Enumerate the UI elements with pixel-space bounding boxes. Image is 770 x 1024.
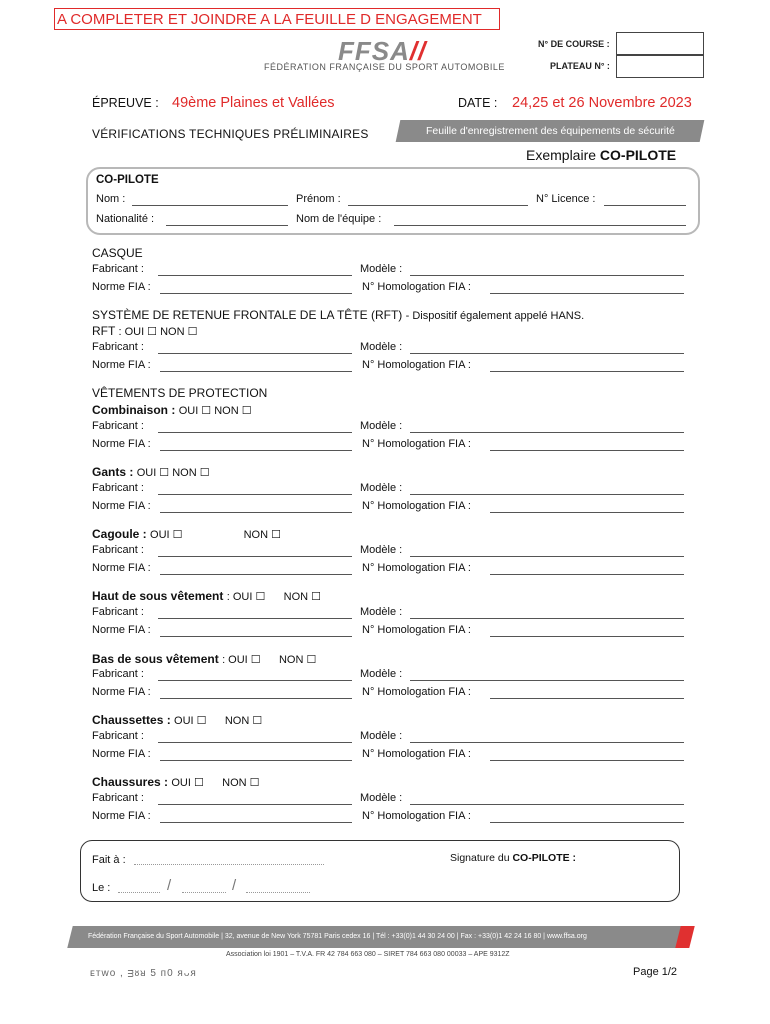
signature-prefix: Signature du bbox=[450, 852, 510, 864]
bas-norme-field[interactable] bbox=[160, 698, 352, 699]
banner-text: Feuille d'enregistrement des équipements de sécurité bbox=[425, 125, 675, 137]
logo-accent: // bbox=[409, 36, 427, 66]
haut-homologation-label: N° Homologation FIA : bbox=[362, 624, 471, 636]
rft-modele-label: Modèle : bbox=[360, 341, 403, 353]
combinaison-fabricant-label: Fabricant : bbox=[92, 420, 144, 432]
rft-norme-label: Norme FIA : bbox=[92, 359, 151, 371]
bas-homologation-label: N° Homologation FIA : bbox=[362, 686, 471, 698]
chaussures-norme-label: Norme FIA : bbox=[92, 810, 151, 822]
gants-choice[interactable]: OUI ☐ NON ☐ bbox=[136, 467, 210, 479]
chaussettes-norme-label: Norme FIA : bbox=[92, 748, 151, 760]
combinaison-homologation-label: N° Homologation FIA : bbox=[362, 438, 471, 450]
casque-norme-label: Norme FIA : bbox=[92, 281, 151, 293]
nationalite-field[interactable] bbox=[166, 225, 288, 226]
casque-fabricant-label: Fabricant : bbox=[92, 263, 144, 275]
haut-label: Haut de sous vêtement bbox=[92, 589, 224, 603]
haut-modele-label: Modèle : bbox=[360, 606, 403, 618]
epreuve-value: 49ème Plaines et Vallées bbox=[172, 95, 335, 111]
bas-choice[interactable]: : OUI ☐ NON ☐ bbox=[222, 654, 317, 666]
bas-fabricant-field[interactable] bbox=[158, 680, 352, 681]
chaussures-label: Chaussures : bbox=[92, 775, 169, 789]
chaussures-row bbox=[92, 775, 260, 789]
day-field[interactable] bbox=[118, 892, 160, 893]
rft-fabricant-field[interactable] bbox=[158, 353, 352, 354]
fait-field[interactable] bbox=[134, 864, 324, 865]
bas-norme-label: Norme FIA : bbox=[92, 686, 151, 698]
cagoule-fabricant-field[interactable] bbox=[158, 556, 352, 557]
chaussettes-fabricant-field[interactable] bbox=[158, 742, 352, 743]
licence-field[interactable] bbox=[604, 205, 686, 206]
course-number-label: N° DE COURSE : bbox=[538, 39, 610, 49]
haut-norme-label: Norme FIA : bbox=[92, 624, 151, 636]
logo-text: FFSA bbox=[338, 36, 410, 66]
date-separator-2: / bbox=[232, 877, 237, 894]
haut-choice[interactable]: : OUI ☐ NON ☐ bbox=[226, 591, 322, 603]
rft-norme-field[interactable] bbox=[160, 371, 352, 372]
association-info: Association loi 1901 – T.V.A. FR 42 784 663 080 – SIRET 784 663 080 00033 – APE 9312Z bbox=[226, 951, 510, 958]
casque-modele-label: Modèle : bbox=[360, 263, 403, 275]
chaussettes-norme-field[interactable] bbox=[160, 760, 352, 761]
casque-norme-field[interactable] bbox=[160, 293, 352, 294]
rft-title bbox=[92, 308, 584, 322]
chaussures-norme-field[interactable] bbox=[160, 822, 352, 823]
casque-homologation-field[interactable] bbox=[490, 293, 684, 294]
chaussettes-label: Chaussettes : bbox=[92, 713, 171, 727]
gants-fabricant-label: Fabricant : bbox=[92, 482, 144, 494]
date-value: 24,25 et 26 Novembre 2023 bbox=[512, 95, 692, 111]
chaussettes-modele-label: Modèle : bbox=[360, 730, 403, 742]
bas-modele-field[interactable] bbox=[410, 680, 684, 681]
month-field[interactable] bbox=[182, 892, 226, 893]
combinaison-choice[interactable]: OUI ☐ NON ☐ bbox=[178, 405, 252, 417]
cagoule-homologation-field[interactable] bbox=[490, 574, 684, 575]
haut-modele-field[interactable] bbox=[410, 618, 684, 619]
chaussettes-choice[interactable]: OUI ☐ NON ☐ bbox=[174, 715, 263, 727]
cagoule-norme-field[interactable] bbox=[160, 574, 352, 575]
year-field[interactable] bbox=[246, 892, 310, 893]
rft-fabricant-label: Fabricant : bbox=[92, 341, 144, 353]
plateau-number-field[interactable] bbox=[616, 54, 704, 78]
chaussures-choice[interactable]: OUI ☐ NON ☐ bbox=[171, 777, 260, 789]
bas-homologation-field[interactable] bbox=[490, 698, 684, 699]
chaussures-modele-field[interactable] bbox=[410, 804, 684, 805]
combinaison-modele-label: Modèle : bbox=[360, 420, 403, 432]
notice-banner: A COMPLETER ET JOINDRE A LA FEUILLE D ENGAGEMENT bbox=[54, 8, 500, 30]
gants-modele-label: Modèle : bbox=[360, 482, 403, 494]
signature-role: CO-PILOTE : bbox=[512, 852, 577, 864]
chaussures-fabricant-label: Fabricant : bbox=[92, 792, 144, 804]
gants-norme-field[interactable] bbox=[160, 512, 352, 513]
signature-label bbox=[450, 852, 576, 864]
combinaison-fabricant-field[interactable] bbox=[158, 432, 352, 433]
gants-norme-label: Norme FIA : bbox=[92, 500, 151, 512]
document-code: ᴇᴛᴡᴏ , ᴟᴕᴚ 5 ᴨ0 ᴙᴗᴙ bbox=[90, 968, 197, 979]
exemplaire-role: CO-PILOTE bbox=[599, 147, 677, 163]
chaussures-homologation-label: N° Homologation FIA : bbox=[362, 810, 471, 822]
le-label: Le : bbox=[92, 882, 111, 894]
fait-label: Fait à : bbox=[92, 854, 126, 866]
nationalite-label: Nationalité : bbox=[96, 213, 155, 225]
cagoule-row bbox=[92, 527, 281, 541]
cagoule-choice[interactable]: OUI ☐ NON ☐ bbox=[150, 529, 281, 541]
gants-modele-field[interactable] bbox=[410, 494, 684, 495]
gants-homologation-label: N° Homologation FIA : bbox=[362, 500, 471, 512]
cagoule-modele-field[interactable] bbox=[410, 556, 684, 557]
prenom-label: Prénom : bbox=[296, 193, 341, 205]
federation-name: FÉDÉRATION FRANÇAISE DU SPORT AUTOMOBILE bbox=[264, 62, 505, 72]
gants-label: Gants : bbox=[92, 465, 134, 479]
nom-label: Nom : bbox=[96, 193, 126, 205]
combinaison-norme-label: Norme FIA : bbox=[92, 438, 151, 450]
cagoule-homologation-label: N° Homologation FIA : bbox=[362, 562, 471, 574]
chaussettes-homologation-field[interactable] bbox=[490, 760, 684, 761]
rft-note: - Dispositif également appelé HANS. bbox=[405, 310, 585, 322]
rft-title-text: SYSTÈME DE RETENUE FRONTALE DE LA TÊTE (RFT) bbox=[92, 308, 403, 322]
rft-label: RFT bbox=[92, 324, 116, 338]
plateau-number-label: PLATEAU N° : bbox=[550, 61, 610, 71]
prenom-field[interactable] bbox=[348, 205, 528, 206]
chaussettes-homologation-label: N° Homologation FIA : bbox=[362, 748, 471, 760]
combinaison-homologation-field[interactable] bbox=[490, 450, 684, 451]
casque-homologation-label: N° Homologation FIA : bbox=[362, 281, 471, 293]
rft-row bbox=[92, 324, 197, 338]
chaussettes-modele-field[interactable] bbox=[410, 742, 684, 743]
haut-fabricant-label: Fabricant : bbox=[92, 606, 144, 618]
bas-modele-label: Modèle : bbox=[360, 668, 403, 680]
chaussettes-fabricant-label: Fabricant : bbox=[92, 730, 144, 742]
exemplaire-prefix: Exemplaire bbox=[526, 147, 597, 163]
chaussures-homologation-field[interactable] bbox=[490, 822, 684, 823]
haut-row bbox=[92, 589, 321, 603]
course-number-field[interactable] bbox=[616, 32, 704, 56]
chaussettes-row bbox=[92, 713, 262, 727]
vetements-title: VÊTEMENTS DE PROTECTION bbox=[92, 386, 268, 400]
rft-choice[interactable]: : OUI ☐ NON ☐ bbox=[118, 326, 198, 338]
footer-address-band bbox=[67, 926, 692, 948]
date-separator-1: / bbox=[167, 877, 172, 894]
rft-modele-field[interactable] bbox=[410, 353, 684, 354]
date-label: DATE : bbox=[458, 96, 498, 110]
chaussures-modele-label: Modèle : bbox=[360, 792, 403, 804]
epreuve-label: ÉPREUVE : bbox=[92, 96, 159, 110]
nom-field[interactable] bbox=[132, 205, 288, 206]
cagoule-fabricant-label: Fabricant : bbox=[92, 544, 144, 556]
haut-fabricant-field[interactable] bbox=[158, 618, 352, 619]
bas-fabricant-label: Fabricant : bbox=[92, 668, 144, 680]
haut-homologation-field[interactable] bbox=[490, 636, 684, 637]
cagoule-norme-label: Norme FIA : bbox=[92, 562, 151, 574]
bas-label: Bas de sous vêtement bbox=[92, 652, 219, 666]
signature-area[interactable] bbox=[448, 868, 672, 898]
chaussures-fabricant-field[interactable] bbox=[158, 804, 352, 805]
licence-label: N° Licence : bbox=[536, 193, 596, 205]
combinaison-norme-field[interactable] bbox=[160, 450, 352, 451]
exemplaire-heading bbox=[526, 147, 676, 163]
casque-title: CASQUE bbox=[92, 246, 143, 260]
gants-row bbox=[92, 465, 210, 479]
bas-row bbox=[92, 652, 316, 666]
rft-homologation-label: N° Homologation FIA : bbox=[362, 359, 471, 371]
equipment-banner bbox=[396, 120, 705, 142]
rft-homologation-field[interactable] bbox=[490, 371, 684, 372]
gants-fabricant-field[interactable] bbox=[158, 494, 352, 495]
combinaison-label: Combinaison : bbox=[92, 403, 176, 417]
page-number: Page 1/2 bbox=[633, 966, 678, 978]
combinaison-row bbox=[92, 403, 252, 417]
combinaison-modele-field[interactable] bbox=[410, 432, 684, 433]
verification-title: VÉRIFICATIONS TECHNIQUES PRÉLIMINAIRES bbox=[92, 127, 369, 141]
cagoule-modele-label: Modèle : bbox=[360, 544, 403, 556]
footer-address: Fédération Française du Sport Automobile | 32, avenue de New York 75781 Paris cedex 16 | Tél : +33(0)1 44 30 24 00 | Fax : +33(0)1 42 24 16 80 | www.ffsa.org bbox=[88, 933, 587, 940]
copilote-title: CO-PILOTE bbox=[96, 174, 159, 186]
gants-homologation-field[interactable] bbox=[490, 512, 684, 513]
cagoule-label: Cagoule : bbox=[92, 527, 147, 541]
casque-fabricant-field[interactable] bbox=[158, 275, 352, 276]
casque-modele-field[interactable] bbox=[410, 275, 684, 276]
equipe-field[interactable] bbox=[394, 225, 686, 226]
equipe-label: Nom de l'équipe : bbox=[296, 213, 382, 225]
haut-norme-field[interactable] bbox=[160, 636, 352, 637]
